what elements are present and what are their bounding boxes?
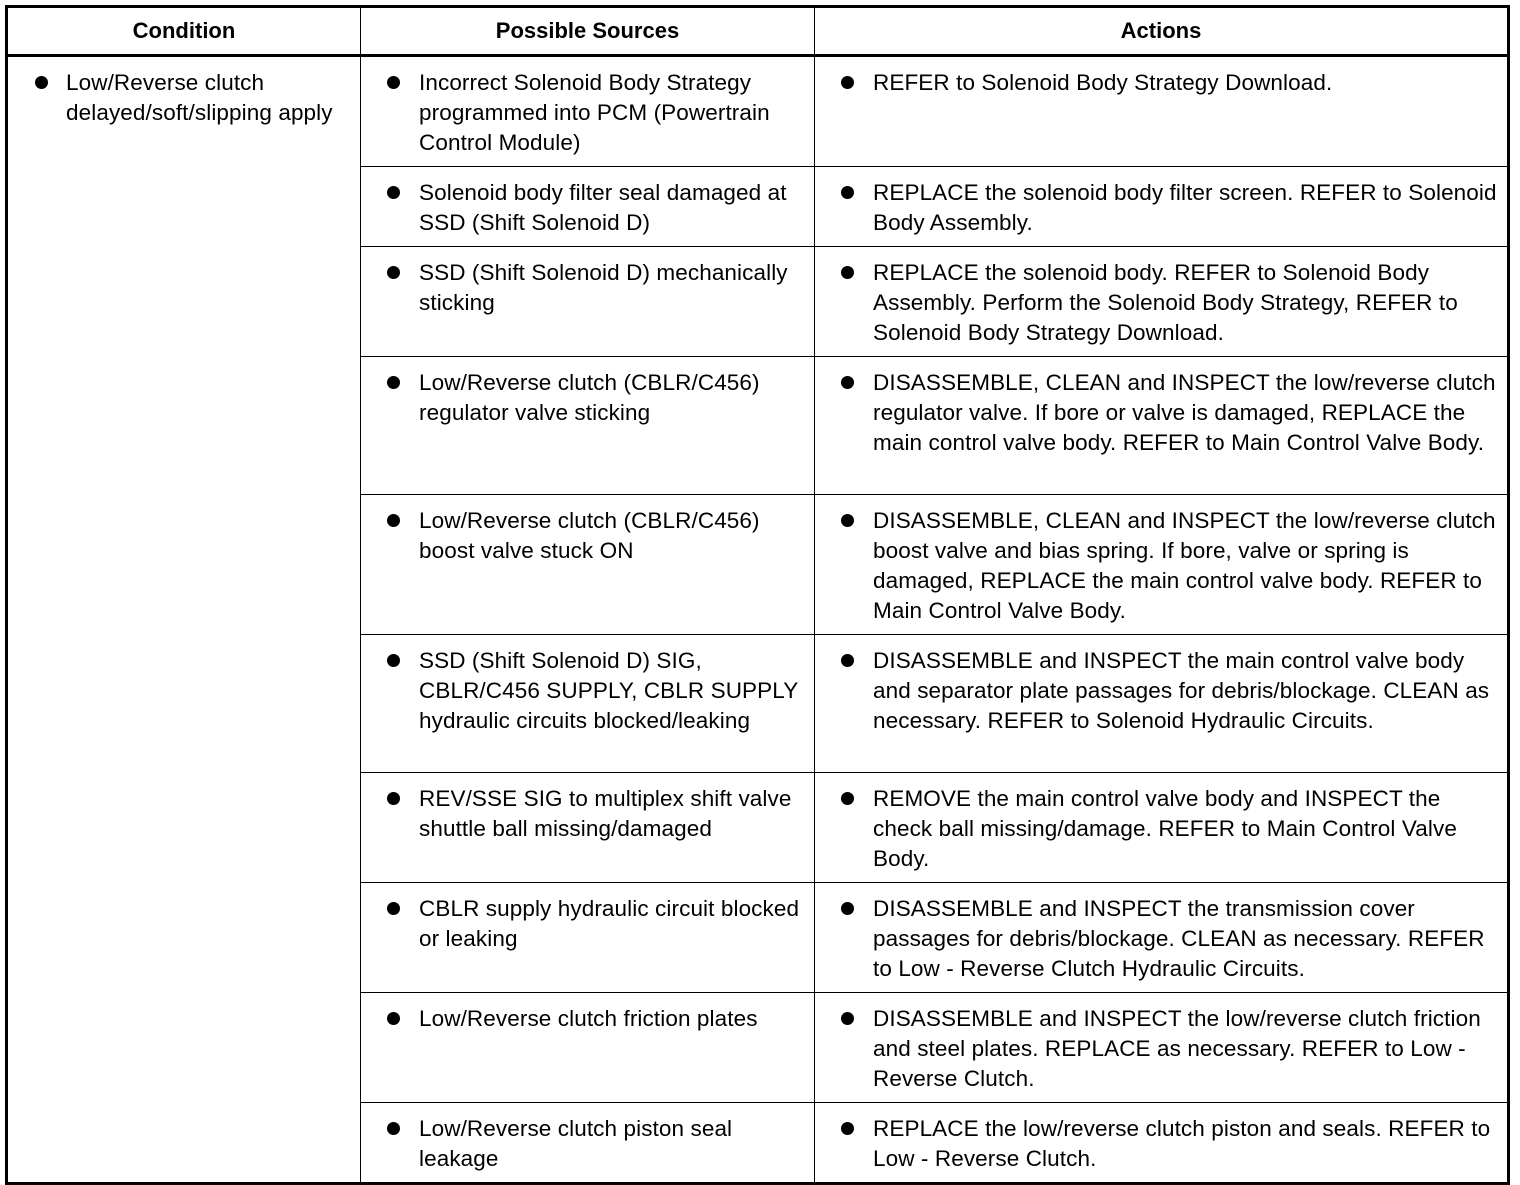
source-cell bbox=[361, 357, 815, 495]
bullet-icon bbox=[387, 1012, 400, 1025]
action-cell bbox=[815, 1103, 1509, 1184]
source-text: SSD (Shift Solenoid D) SIG, CBLR/C456 SUPPLY, CBLR SUPPLY hydraulic circuits blocked/leaking bbox=[419, 648, 798, 733]
bullet-icon bbox=[841, 654, 854, 667]
action-cell bbox=[815, 167, 1509, 247]
action-text: REPLACE the solenoid body filter screen. REFER to Solenoid Body Assembly. bbox=[873, 180, 1497, 235]
bullet-icon bbox=[841, 186, 854, 199]
bullet-icon bbox=[387, 654, 400, 667]
source-cell bbox=[361, 495, 815, 635]
bullet-icon bbox=[841, 792, 854, 805]
source-cell bbox=[361, 167, 815, 247]
bullet-icon bbox=[387, 376, 400, 389]
header-possible-sources: Possible Sources bbox=[361, 7, 815, 56]
source-cell bbox=[361, 56, 815, 167]
bullet-icon bbox=[841, 902, 854, 915]
source-text: REV/SSE SIG to multiplex shift valve shuttle ball missing/damaged bbox=[419, 786, 792, 841]
header-row bbox=[7, 7, 1509, 56]
action-cell bbox=[815, 495, 1509, 635]
source-text: Low/Reverse clutch (CBLR/C456) regulator valve sticking bbox=[419, 370, 760, 425]
source-cell bbox=[361, 993, 815, 1103]
header-actions: Actions bbox=[815, 7, 1509, 56]
action-cell bbox=[815, 247, 1509, 357]
header-condition: Condition bbox=[7, 7, 361, 56]
action-text: DISASSEMBLE and INSPECT the transmission cover passages for debris/blockage. CLEAN as necessary. REFER to Low - Reverse Clutch Hydraulic Circuits. bbox=[873, 896, 1485, 981]
source-text: Low/Reverse clutch friction plates bbox=[419, 1006, 758, 1031]
action-text: DISASSEMBLE and INSPECT the low/reverse clutch friction and steel plates. REPLACE as necessary. REFER to Low - Reverse Clutch. bbox=[873, 1006, 1481, 1091]
action-text: REPLACE the low/reverse clutch piston and seals. REFER to Low - Reverse Clutch. bbox=[873, 1116, 1491, 1171]
condition-cell bbox=[7, 56, 361, 1184]
action-text: REFER to Solenoid Body Strategy Download. bbox=[873, 70, 1333, 95]
bullet-icon bbox=[841, 76, 854, 89]
action-cell bbox=[815, 357, 1509, 495]
source-text: Solenoid body filter seal damaged at SSD (Shift Solenoid D) bbox=[419, 180, 787, 235]
diagnosis-table bbox=[5, 5, 1510, 1185]
bullet-icon bbox=[35, 76, 48, 89]
action-text: DISASSEMBLE, CLEAN and INSPECT the low/reverse clutch boost valve and bias spring. If bore, valve or spring is damaged, REPLACE the main control valve body. REFER to Main Control Valve Body. bbox=[873, 508, 1496, 623]
table-row bbox=[7, 56, 1509, 167]
bullet-icon bbox=[841, 514, 854, 527]
bullet-icon bbox=[387, 266, 400, 279]
action-cell bbox=[815, 993, 1509, 1103]
bullet-icon bbox=[841, 1012, 854, 1025]
source-text: Low/Reverse clutch (CBLR/C456) boost valve stuck ON bbox=[419, 508, 760, 563]
bullet-icon bbox=[841, 376, 854, 389]
source-cell bbox=[361, 247, 815, 357]
action-text: DISASSEMBLE, CLEAN and INSPECT the low/reverse clutch regulator valve. If bore or valve is damaged, REPLACE the main control valve body. REFER to Main Control Valve Body. bbox=[873, 370, 1496, 455]
bullet-icon bbox=[387, 76, 400, 89]
source-cell bbox=[361, 883, 815, 993]
action-cell bbox=[815, 635, 1509, 773]
action-text: REMOVE the main control valve body and INSPECT the check ball missing/damage. REFER to Main Control Valve Body. bbox=[873, 786, 1457, 871]
bullet-icon bbox=[841, 266, 854, 279]
action-text: REPLACE the solenoid body. REFER to Solenoid Body Assembly. Perform the Solenoid Body Strategy, REFER to Solenoid Body Strategy Download. bbox=[873, 260, 1458, 345]
bullet-icon bbox=[387, 1122, 400, 1135]
action-cell bbox=[815, 773, 1509, 883]
action-cell bbox=[815, 883, 1509, 993]
bullet-icon bbox=[387, 902, 400, 915]
source-text: Incorrect Solenoid Body Strategy programmed into PCM (Powertrain Control Module) bbox=[419, 70, 770, 155]
bullet-icon bbox=[387, 514, 400, 527]
bullet-icon bbox=[841, 1122, 854, 1135]
source-text: CBLR supply hydraulic circuit blocked or leaking bbox=[419, 896, 800, 951]
source-text: Low/Reverse clutch piston seal leakage bbox=[419, 1116, 733, 1171]
source-cell bbox=[361, 635, 815, 773]
condition-text: Low/Reverse clutch delayed/soft/slipping apply bbox=[66, 70, 333, 125]
bullet-icon bbox=[387, 792, 400, 805]
bullet-icon bbox=[387, 186, 400, 199]
action-cell bbox=[815, 56, 1509, 167]
source-cell bbox=[361, 1103, 815, 1184]
action-text: DISASSEMBLE and INSPECT the main control valve body and separator plate passages for debris/blockage. CLEAN as necessary. REFER to Solenoid Hydraulic Circuits. bbox=[873, 648, 1490, 733]
source-text: SSD (Shift Solenoid D) mechanically sticking bbox=[419, 260, 788, 315]
source-cell bbox=[361, 773, 815, 883]
